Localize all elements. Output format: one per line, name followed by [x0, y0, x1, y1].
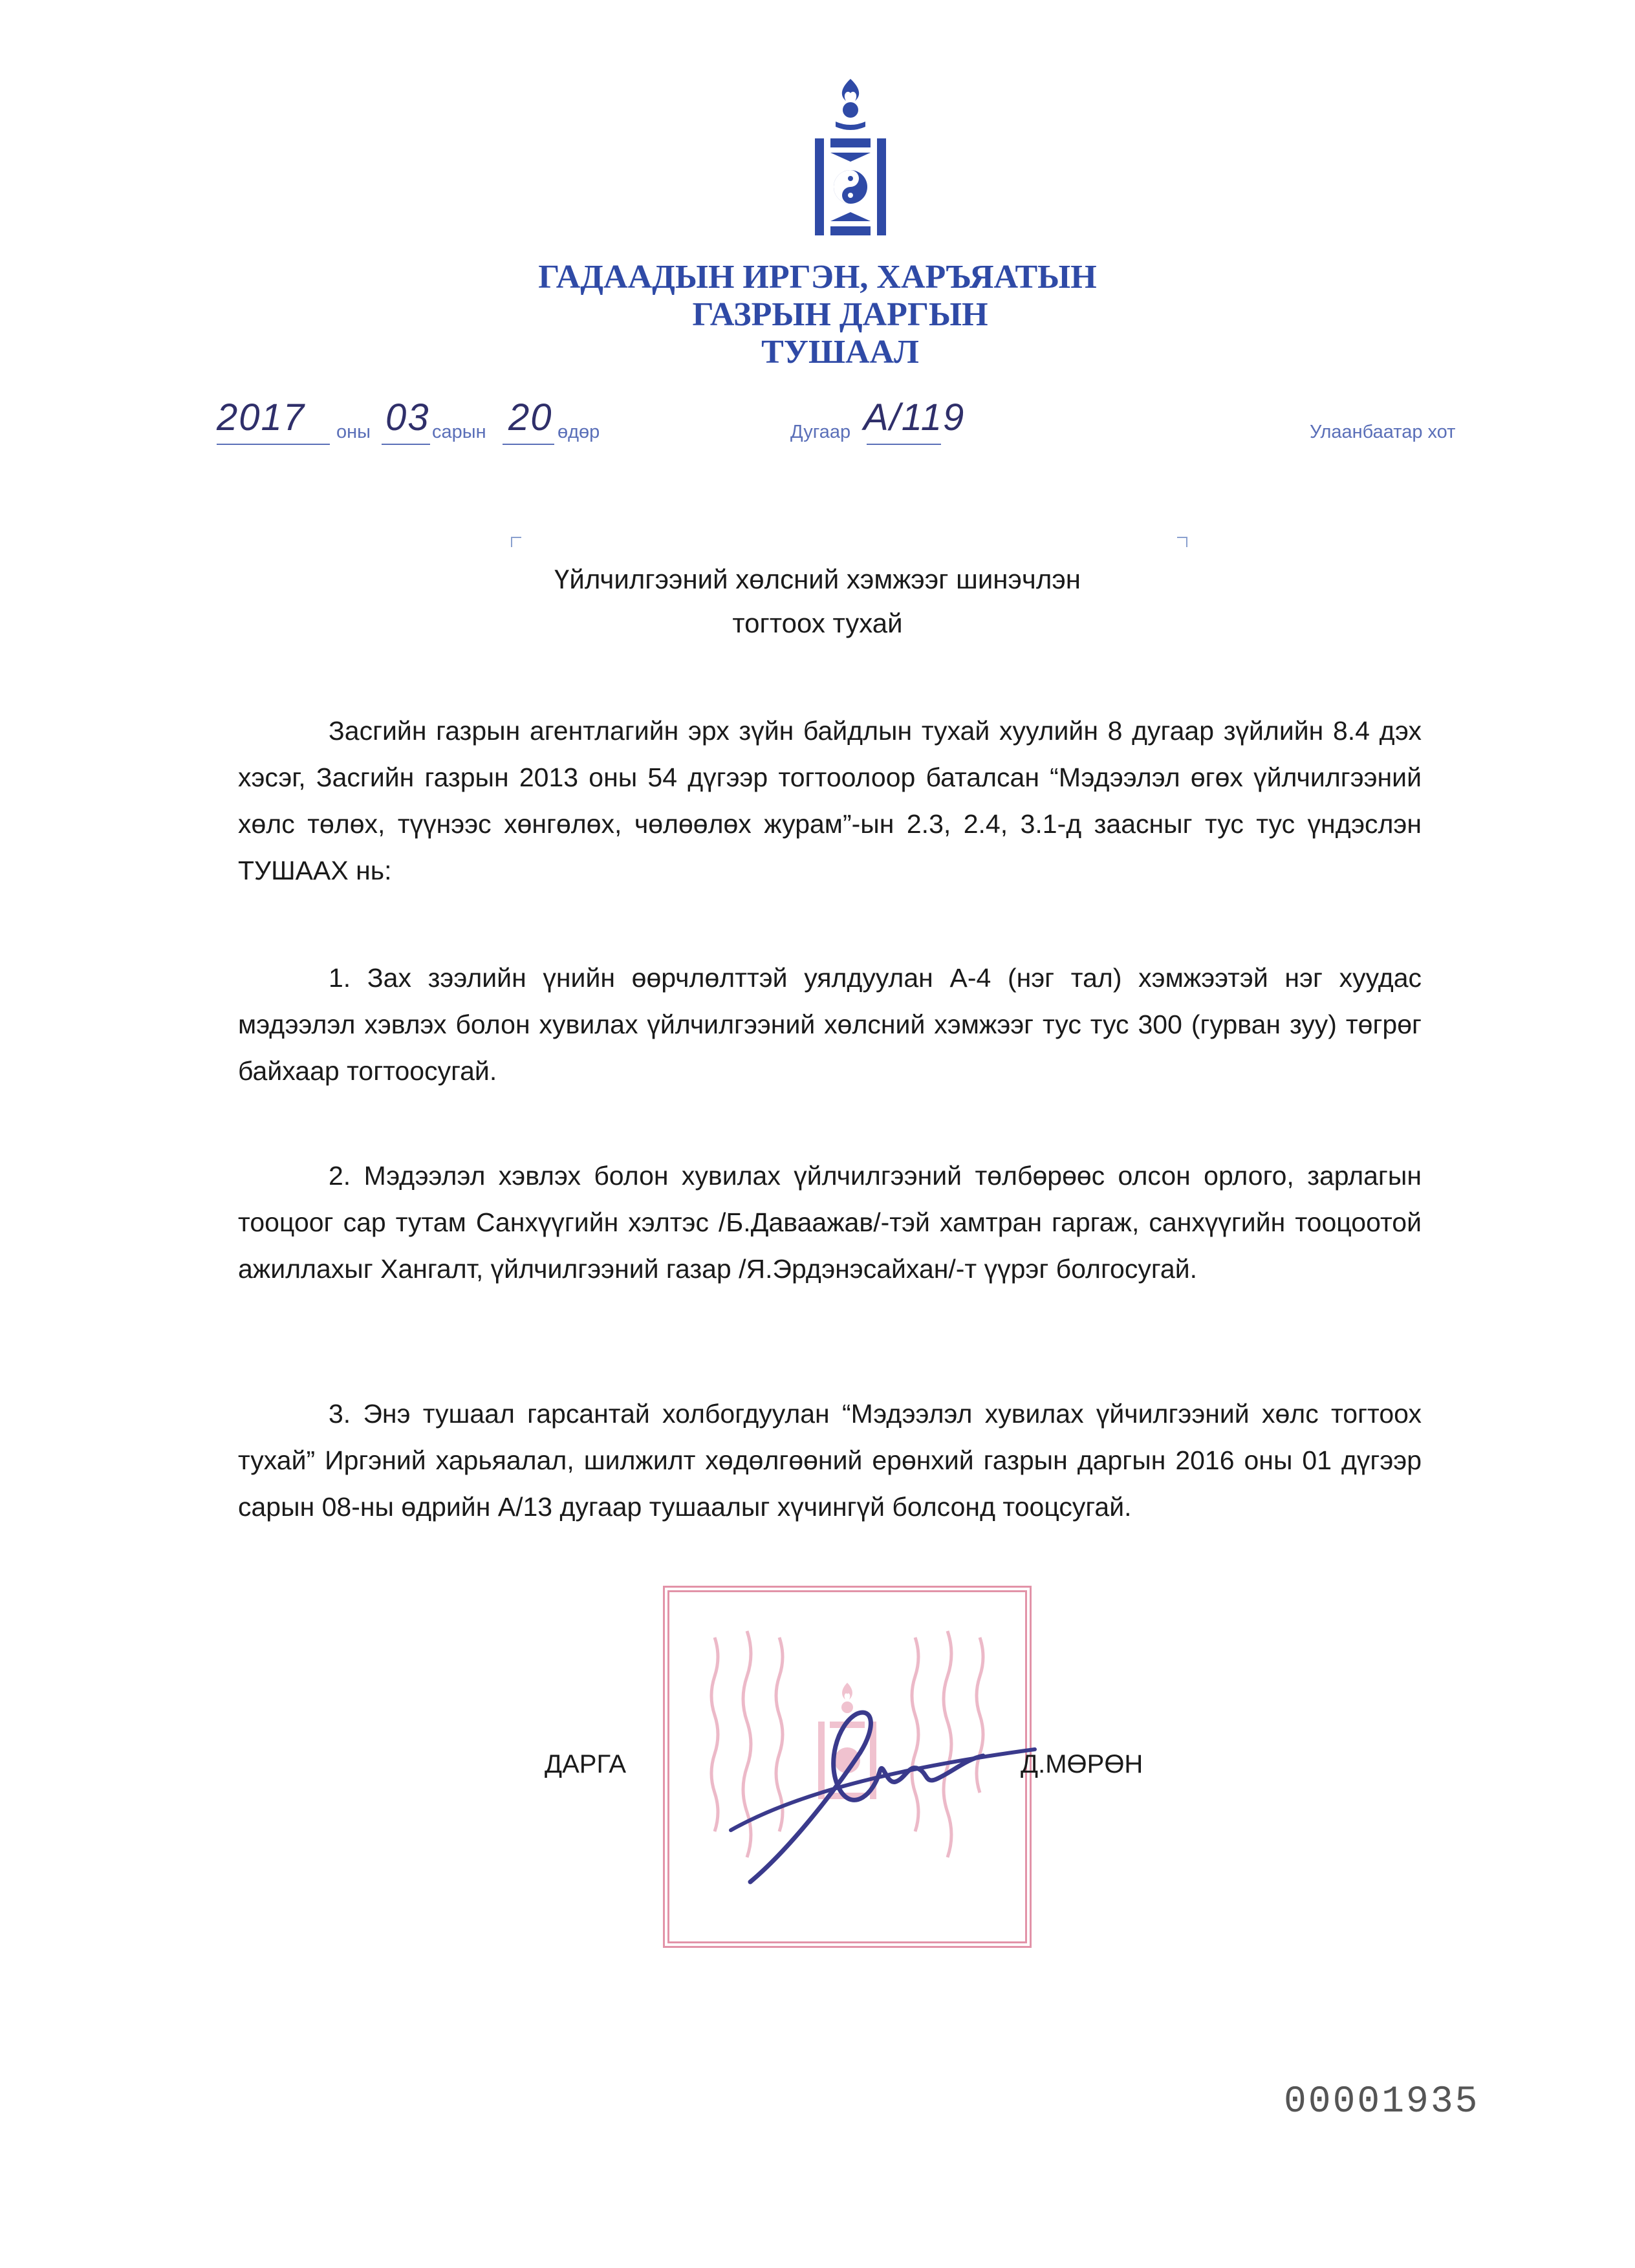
date-year-underline: [217, 444, 330, 445]
order-subject: [0, 557, 1635, 645]
date-month-underline: [382, 444, 430, 445]
place: Улаанбаатар хот: [1310, 422, 1456, 442]
body-intro: [238, 707, 1422, 894]
issuer-header: [0, 259, 1635, 371]
signatory-name: Д.МӨРӨН: [1021, 1750, 1143, 1778]
header-line-3: ТУШААЛ: [761, 334, 919, 371]
number-label: Дугаар: [790, 422, 851, 442]
header-line-1: ГАДААДЫН ИРГЭН, ХАРЪЯАТЫН: [538, 259, 1097, 296]
subject-corner-left: [511, 537, 521, 547]
document-serial-number: 00001935: [1284, 2081, 1480, 2123]
date-month: 03: [385, 396, 430, 438]
date-day-suffix: өдөр: [558, 422, 600, 442]
order-number: А/119: [863, 396, 966, 438]
state-emblem-icon: [802, 76, 899, 244]
date-month-suffix: сарын: [432, 422, 486, 442]
subject-line-2: тогтоох тухай: [732, 608, 903, 638]
item-3-paragraph: 3. Энэ тушаал гарсантай холбогдуулан “Мэдээлэл хувилах үйчилгээний хөлс тогтоох тухай” Иргэний харьяалал, шилжилт хөдөлгөөний ерөнхий газрын даргын 2016 оны 01 дүгээр сарын 08-ны өдрийн А/13 дугаар тушаалыг хүчингүй болсонд тооцсугай.: [238, 1399, 1422, 1522]
header-line-2: ГАЗРЫН ДАРГЫН: [692, 296, 988, 333]
handwritten-signature: [711, 1688, 1048, 1908]
date-year: 2017: [217, 396, 306, 438]
item-2-paragraph: 2. Мэдээлэл хэвлэх болон хувилах үйлчилгээний төлбөрөөс олсон орлого, зарлагын тооцоог сар тутам Санхүүгийн хэлтэс /Б.Даваажав/-тэй хамтран гаргаж, санхүүгийн тооцоотой ажиллахыг Хангалт, үйлчилгээний газар /Я.Эрдэнэсайхан/-т үүрэг болгосугай.: [238, 1161, 1422, 1284]
subject-corner-right: [1177, 537, 1187, 547]
subject-line-1: Үйлчилгээний хөлсний хэмжээг шинэчлэн: [554, 564, 1081, 594]
date-day: 20: [508, 396, 553, 438]
date-day-underline: [503, 444, 554, 445]
body-item-2: [238, 1152, 1422, 1292]
order-number-underline: [867, 444, 941, 445]
body-item-1: [238, 955, 1422, 1094]
date-year-suffix: оны: [336, 422, 371, 442]
intro-paragraph: Засгийн газрын агентлагийн эрх зүйн байдлын тухай хуулийн 8 дугаар зүйлийн 8.4 дэх хэсэг, Засгийн газрын 2013 оны 54 дүгээр тогтоолоор баталсан “Мэдээлэл өгөх үйлчилгээний хөлс төлөх, түүнээс хөнгөлөх, чөлөөлөх журам”-ын 2.3, 2.4, 3.1-д заасныг тус тус үндэслэн ТУШААХ нь:: [238, 716, 1422, 885]
body-item-3: [238, 1390, 1422, 1530]
signatory-title: ДАРГА: [545, 1750, 627, 1778]
item-1-paragraph: 1. Зах зээлийн үнийн өөрчлөлттэй уялдуулан А-4 (нэг тал) хэмжээтэй нэг хуудас мэдээлэл хэвлэх болон хувилах үйлчилгээний хөлсний хэмжээг тус тус 300 (гурван зуу) төгрөг байхаар тогтоосугай.: [238, 963, 1422, 1086]
